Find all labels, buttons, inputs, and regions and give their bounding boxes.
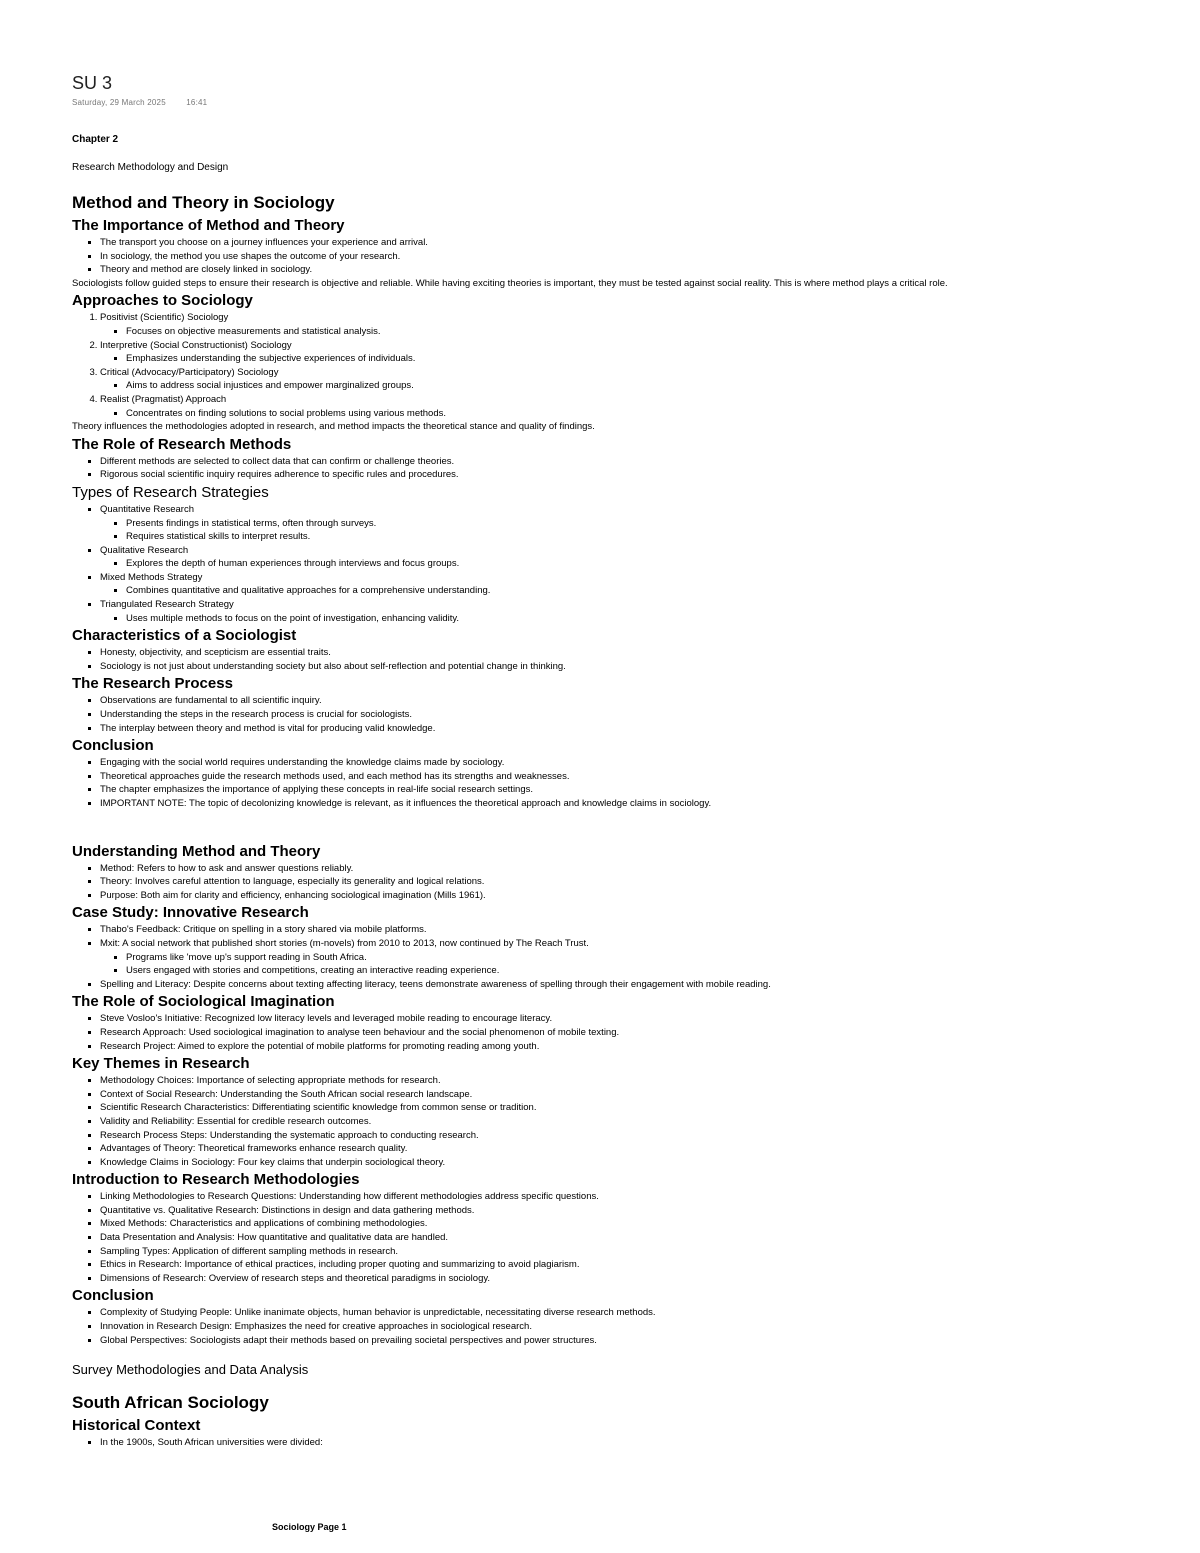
sub-list-item: ▪ Requires statistical skills to interpret results. [126,530,1152,544]
list-item: ▪ Global Perspectives: Sociologists adapt their methods based on prevailing societal perspectives and power structures. [100,1334,1152,1348]
subsection-heading: Case Study: Innovative Research [72,904,309,922]
section-heading: South African Sociology [72,1393,269,1413]
sub-list-item: ▪ Uses multiple methods to focus on the point of investigation, enhancing validity. [126,612,1152,626]
subsection-heading: Types of Research Strategies [72,483,269,501]
list-item: ▪ Engaging with the social world requires understanding the knowledge claims made by sociology. [100,756,1152,770]
subsection-heading: Approaches to Sociology [72,292,253,310]
subsection-heading: The Research Process [72,675,233,693]
page-footer: Sociology Page 1 [272,1522,347,1532]
page-time: 16:41 [186,98,208,107]
list-item: ▪ In sociology, the method you use shapes the outcome of your research. [100,250,1152,264]
list-item: ▪ Research Approach: Used sociological imagination to analyse teen behaviour and the social phenomenon of mobile texting. [100,1026,1152,1040]
list-item: ▪ Scientific Research Characteristics: Differentiating scientific knowledge from common sense or tradition. [100,1101,1152,1115]
sub-list-item: ▪ Combines quantitative and qualitative approaches for a comprehensive understanding. [126,584,1152,598]
sub-list-item: ▪ Aims to address social injustices and empower marginalized groups. [126,379,1152,393]
list-item: ▪ Steve Vosloo's Initiative: Recognized low literacy levels and leveraged mobile reading to encourage literacy. [100,1012,1152,1026]
paragraph: Theory influences the methodologies adopted in research, and method impacts the theoretical stance and quality of findings. [72,421,595,433]
list-item: ▪ Knowledge Claims in Sociology: Four key claims that underpin sociological theory. [100,1156,1152,1170]
list-item-label: Mixed Methods Strategy [100,571,203,583]
list-item: ▪ Complexity of Studying People: Unlike inanimate objects, human behavior is unpredictable, necessitating diverse research methods. [100,1306,1152,1320]
list-item: ▪ Theoretical approaches guide the research methods used, and each method has its strengths and weaknesses. [100,770,1152,784]
list-item-label: Interpretive (Social Constructionist) Sociology [100,339,292,351]
list-item: ▪ In the 1900s, South African universities were divided: [100,1436,1152,1450]
list-item: ▪ Dimensions of Research: Overview of research steps and theoretical paradigms in sociology. [100,1272,1152,1286]
sub-list-item: ▪ Explores the depth of human experiences through interviews and focus groups. [126,557,1152,571]
sub-list-item: ▪ Programs like 'move up's support reading in South Africa. [126,951,1152,965]
list-item [100,598,1152,625]
list-item: ▪ Research Project: Aimed to explore the potential of mobile platforms for promoting reading among youth. [100,1040,1152,1054]
list-item: ▪ Different methods are selected to collect data that can confirm or challenge theories. [100,455,1152,469]
list-item: ▪ Spelling and Literacy: Despite concerns about texting affecting literacy, teens demonstrate awareness of spelling through their engagement with mobile reading. [100,978,1152,992]
survey-heading: Survey Methodologies and Data Analysis [72,1362,309,1378]
page-meta [72,98,1152,107]
list-item: ▪ Innovation in Research Design: Emphasizes the need for creative approaches in sociological research. [100,1320,1152,1334]
list-item: ▪ Sampling Types: Application of different sampling methods in research. [100,1245,1152,1259]
list-item-label: Critical (Advocacy/Participatory) Sociology [100,366,279,378]
section-heading: Method and Theory in Sociology [72,193,335,212]
list-item-label: Qualitative Research [100,544,189,556]
subsection-heading: The Importance of Method and Theory [72,217,345,234]
subsection-heading: Key Themes in Research [72,1055,250,1073]
subsection-heading: Introduction to Research Methodologies [72,1171,360,1189]
list-item: ▪ Thabo's Feedback: Critique on spelling in a story shared via mobile platforms. [100,923,1152,937]
list-item: ▪ Methodology Choices: Importance of selecting appropriate methods for research. [100,1074,1152,1088]
list-item-label: Realist (Pragmatist) Approach [100,393,227,405]
list-item-label: Mxit: A social network that published short stories (m-novels) from 2010 to 2013, now continued by The Reach Trust. [100,937,589,949]
list-item: ▪ Understanding the steps in the research process is crucial for sociologists. [100,708,1152,722]
list-item: ▪ Theory and method are closely linked in sociology. [100,263,1152,277]
list-item [100,544,1152,571]
list-item: ▪ Quantitative vs. Qualitative Research: Distinctions in design and data gathering methods. [100,1204,1152,1218]
list-item: ▪ Theory: Involves careful attention to language, especially its generality and logical relations. [100,875,1152,889]
list-item: ▪ The interplay between theory and method is vital for producing valid knowledge. [100,722,1152,736]
sub-list-item: ▪ Presents findings in statistical terms, often through surveys. [126,517,1152,531]
list-item: ▪ The chapter emphasizes the importance of applying these concepts in real-life social research settings. [100,783,1152,797]
subsection-heading: Conclusion [72,1287,154,1305]
list-item: ▪ The transport you choose on a journey influences your experience and arrival. [100,236,1152,250]
page-title: SU 3 [72,73,113,93]
list-item: ▪ Honesty, objectivity, and scepticism are essential traits. [100,646,1152,660]
chapter-label: Chapter 2 [72,134,119,145]
chapter-subtitle: Research Methodology and Design [72,162,229,173]
list-item-label: Quantitative Research [100,503,194,515]
page-content [72,70,1152,1450]
sub-list-item: ▪ Focuses on objective measurements and statistical analysis. [126,325,1152,339]
list-item: ▪ Rigorous social scientific inquiry requires adherence to specific rules and procedures. [100,468,1152,482]
list-item: ▪ Context of Social Research: Understanding the South African social research landscape. [100,1088,1152,1102]
subsection-heading: Characteristics of a Sociologist [72,627,297,645]
list-item [100,339,1152,366]
subsection-heading: The Role of Research Methods [72,435,292,453]
list-item-label: Positivist (Scientific) Sociology [100,312,229,324]
list-item [100,571,1152,598]
sub-list-item: ▪ Users engaged with stories and competitions, creating an interactive reading experience. [126,964,1152,978]
list-item: ▪ Data Presentation and Analysis: How quantitative and qualitative data are handled. [100,1231,1152,1245]
list-item [100,366,1152,393]
list-item: ▪ Method: Refers to how to ask and answer questions reliably. [100,862,1152,876]
list-item: ▪ Linking Methodologies to Research Questions: Understanding how different methodologies address specific questions. [100,1190,1152,1204]
page-date: Saturday, 29 March 2025 [72,98,166,107]
subsection-heading: The Role of Sociological Imagination [72,993,335,1011]
list-item: ▪ Advantages of Theory: Theoretical frameworks enhance research quality. [100,1142,1152,1156]
list-item: ▪ Observations are fundamental to all scientific inquiry. [100,694,1152,708]
list-item: ▪ Purpose: Both aim for clarity and efficiency, enhancing sociological imagination (Mills 1961). [100,889,1152,903]
list-item [100,393,1152,420]
list-item: ▪ Validity and Reliability: Essential for credible research outcomes. [100,1115,1152,1129]
list-item: ▪ Sociology is not just about understanding society but also about self-reflection and potential change in thinking. [100,660,1152,674]
list-item-label: Triangulated Research Strategy [100,599,234,611]
subsection-heading: Conclusion [72,737,154,755]
sub-list-item: ▪ Concentrates on finding solutions to social problems using various methods. [126,407,1152,421]
list-item [100,937,1152,978]
list-item: ▪ Mixed Methods: Characteristics and applications of combining methodologies. [100,1217,1152,1231]
sub-list-item: ▪ Emphasizes understanding the subjective experiences of individuals. [126,352,1152,366]
list-item [100,503,1152,544]
list-item: ▪ Research Process Steps: Understanding the systematic approach to conducting research. [100,1129,1152,1143]
subsection-heading: Historical Context [72,1417,201,1435]
subsection-heading: Understanding Method and Theory [72,842,321,860]
list-item: ▪ Ethics in Research: Importance of ethical practices, including proper quoting and summarizing to avoid plagiarism. [100,1258,1152,1272]
list-item: ▪ IMPORTANT NOTE: The topic of decolonizing knowledge is relevant, as it influences the theoretical approach and knowledge claims in sociology. [100,797,1152,811]
list-item [100,311,1152,338]
paragraph: Sociologists follow guided steps to ensure their research is objective and reliable. While having exciting theories is important, they must be tested against social reality. This is where method plays a critical role. [72,277,948,289]
